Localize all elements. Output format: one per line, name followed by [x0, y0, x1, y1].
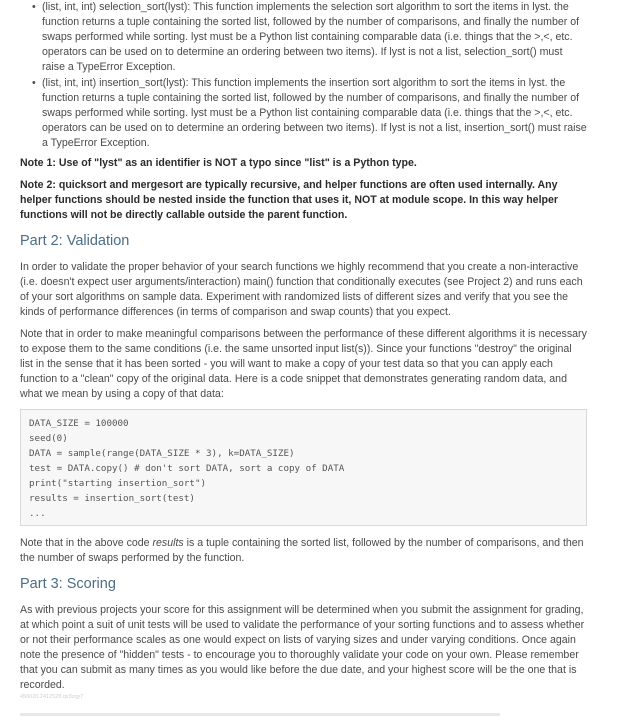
insertion-sort-description: (list, int, int) insertion_sort(lyst): This function implements the insertion sort algorithm to sort the items in lyst. the function returns a tuple containing the sorted list, followed by the number of comparisons, and finally the number of swaps performed while sorting. lyst must be a Python list containing comparable data (i.e. things that the >,<, etc. operators can be used on to determine an ordering between two items). If lyst is not a list, insertion_sort() must raise a TypeError Exception. [42, 77, 587, 149]
bullet-icon: • [32, 1, 36, 13]
document-content [20, 0, 587, 716]
part2-paragraph-3-start: Note that in the above code [20, 537, 153, 549]
selection-sort-description: (list, int, int) selection_sort(lyst): This function implements the selection sort algorithm to sort the items in lyst. the function returns a tuple containing the sorted list, followed by the number of comparisons, and finally the number of swaps performed while sorting. lyst must be a Python list containing comparable data (i.e. things that the >,<, etc. operators can be used on to determine an ordering between two items). If lyst is not a list, selection_sort() must raise a TypeError Exception. [42, 1, 580, 73]
code-line: test = DATA.copy() # don't sort DATA, sort a copy of DATA [29, 463, 345, 474]
part2-paragraph-3-end: is a tuple containing the sorted list, followed by the number of comparisons, and then the number of swaps performed by the function. [20, 537, 584, 564]
note-2: Note 2: quicksort and mergesort are typically recursive, and helper functions are often used internally. Any helper functions should be nested inside the function that uses it, NOT at module scope. In this way helper functions will not be directly callable outside the parent function. [20, 179, 558, 221]
part3-heading: Part 3: Scoring [20, 576, 116, 592]
results-term: results [152, 537, 184, 549]
part2-paragraph-3 [20, 536, 587, 566]
code-line: results = insertion_sort(test) [29, 493, 195, 504]
watermark: 456020.2412528.qx3zqy7 [20, 694, 84, 700]
code-snippet [20, 409, 587, 526]
list-item [32, 0, 587, 75]
code-line: DATA_SIZE = 100000 [29, 418, 129, 429]
note-1: Note 1: Use of "lyst" as an identifier is NOT a typo since "list" is a Python type. [20, 157, 417, 169]
part3-paragraph-1: As with previous projects your score for this assignment will be determined when you submit the assignment for grading, at which point a suit of unit tests will be used to validate the performance of your sorting functions and to assess whether or not their performance scales as one would expect on lists of varying sizes and under varying conditions. Once again note the presence of "hidden" tests - to encourage you to thoroughly validate your code on your own. Please remember that you can submit as many times as you would like before the due date, and your highest score will be the one that is recorded. [20, 604, 585, 691]
part2-paragraph-2: Note that in order to make meaningful comparisons between the performance of these different algorithms it is necessary to expose them to the same conditions (i.e. the same unsorted input list(s)). Since your functions "destroy" the original list in the sense that it has been sorted - you will want to make a copy of your test data so that you can apply each function to a "clean" copy of the original data. Here is a code snippet that demonstrates generating random data, and what we mean by using a copy of that data: [20, 328, 587, 400]
part2-paragraph-1: In order to validate the proper behavior of your search functions we highly recommend that you create a non-interactive (i.e. doesn't expect user arguments/interaction) main() function that conditionally executes (see Project 2) and runs each of your sort algorithms on sample data. Experiment with randomized lists of different sizes and verify that you see the kinds of performance differences (in terms of comparison and swap counts) that you expect. [20, 261, 583, 318]
code-line: seed(0) [29, 433, 68, 444]
bottom-divider [20, 713, 500, 716]
part2-heading: Part 2: Validation [20, 233, 130, 249]
code-line: ... [29, 508, 46, 519]
code-line: DATA = sample(range(DATA_SIZE * 3), k=DATA_SIZE) [29, 448, 295, 459]
code-line: print("starting insertion_sort") [29, 478, 207, 489]
function-list [20, 0, 587, 151]
list-item [32, 76, 587, 151]
bullet-icon: • [32, 77, 36, 89]
